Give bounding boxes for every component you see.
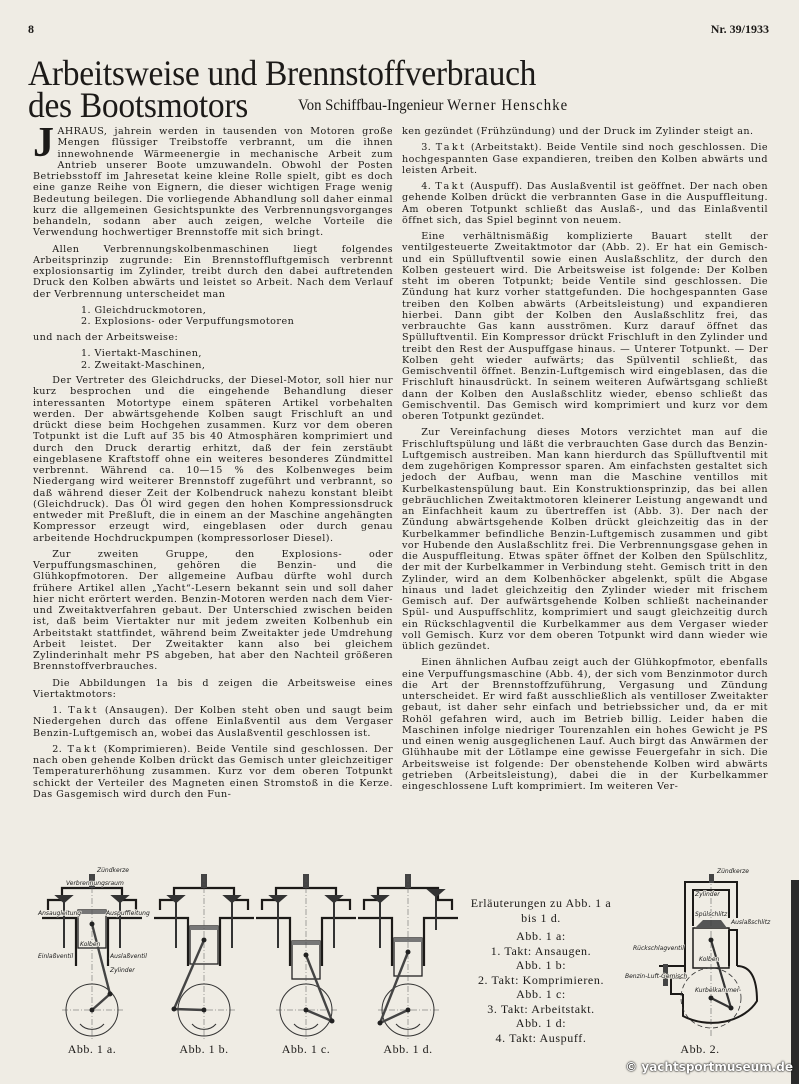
paragraph: und nach der Arbeitsweise: — [33, 331, 179, 343]
label: Auspuffleitung — [106, 910, 150, 917]
label: Verbrennungsraum — [66, 880, 124, 887]
paragraph: Der Vertreter des Gleichdrucks, der Diesel-Motor, soll hier nur kurz besprochen und die eingehende Behandlung dieser interessanten Motortype einem späteren Artikel vorbehalten werden. Der abwärtsgehende Kolben saugt Frischluft an und drückt diese beim Hochgehen zusammen. Kurz vor dem oberen Totpunkt ist die Luft auf 35 bis 40 Atmosphären komprimiert und durch den Druck derartig erhitzt, daß der fein zerstäubt eingeblasene Kraftstoff ohne ein weiteres besonderes Zündmittel verbrennt. Während ca. 10—15 % des Kolbenweges beim Niedergang wird weiterer Brennstoff zugeführt und verbrannt, so daß während dieser Zeit der Kolbendruck nahezu konstant bleibt (Gleichdruck). Das Öl wird gegen den hohen Kompressionsdruck entweder mit Preßluft, die in einem an der Maschine angehängten Kompressor erzeugt wird, eingeblasen oder durch genau arbeitende Hochdruckpumpen (kompressorloser Diesel). — [33, 375, 393, 544]
label: Rückschlagventil — [633, 945, 684, 952]
legend-text: 2. Takt: Komprimieren. — [477, 972, 605, 987]
legend-heading: Erläuterungen zu Abb. 1 a bis 1 d. — [470, 896, 612, 925]
engine-schematic — [256, 874, 356, 1041]
title-line-2: des Bootsmotors — [28, 85, 248, 125]
working-method-list — [33, 348, 393, 371]
legend-text: 3. Takt: Arbeitstakt. — [487, 1001, 595, 1016]
legend-figure: Abb. 1 d: — [515, 1016, 567, 1030]
label: Zündkerze — [97, 867, 129, 874]
figure-1d — [356, 866, 460, 1066]
paragraph-text: (Ansaugen). Der Kolben steht oben und saugt beim Niedergehen durch das offene Einlaßventil aus dem Vergaser Benzin-Luftgemisch an, wobei das Auslaßventil geschlossen ist. — [33, 705, 394, 739]
legend-text: 1. Takt: Ansaugen. — [490, 943, 592, 958]
label: Zündkerze — [717, 868, 749, 875]
label: Einlaßventil — [38, 953, 74, 960]
paragraph: Die Abbildungen 1a bis d zeigen die Arbeitsweise eines Viertaktmotors: — [33, 677, 393, 700]
engine-schematic — [154, 874, 254, 1041]
legend-figure: Abb. 1 a: — [516, 929, 566, 943]
figure-1a — [38, 866, 150, 1066]
legend-text: 4. Takt: Auspuff. — [495, 1030, 587, 1045]
figure-caption: Abb. 1 b. — [179, 1042, 229, 1056]
paragraph-text: (Arbeitstakt). Beide Ventile sind noch geschlossen. Die hochgespannten Gase expandieren, treiben den Kolben abwärts und leisten Arbeit. — [402, 142, 768, 176]
figure-caption: Abb. 1 d. — [383, 1042, 433, 1056]
legend-figure: Abb. 1 c: — [516, 987, 566, 1001]
engine-diagram — [356, 866, 460, 1041]
byline — [298, 97, 568, 115]
label: Kolben — [699, 956, 720, 963]
stroke-number: 4. — [421, 181, 432, 192]
stroke-number: 1. — [52, 705, 63, 716]
stroke-1-paragraph — [33, 705, 393, 739]
paragraph: Zur Vereinfachung dieses Motors verzichtet man auf die Frischluftspülung und läßt die verbrauchten Gase durch das Benzin-Luftgemisch austreiben. Man kann hierdurch das Spülluftventil mit dem zugehörigen Kompressor sparen. Am einfachsten gestaltet sich jedoch der Aufbau, wenn man die Maschine ventillos mit Kurbelkastenspülung baut. Ein Konstruktionsprinzip, das bei allen gebräuchlichen Zweitaktmotoren kleinerer Leistung angewandt und an Einfachheit kaum zu übertreffen ist (Abb. 3). Der nach der Zündung abwärtsgehende Kolben drückt gleichzeitig das in der Kurbelkammer befindliche Benzin-Luftgemisch zusammen und gibt vor Hubende den Auslaßschlitz frei. Die Verbrennungsgase gehen in die Auspuffleitung. Etwas später öffnet der Kolben den Spülschlitz, der mit der Kurbelkammer in Verbindung steht. Gemisch tritt in den Zylinder, wird an dem Kolbenhöcker abgelenkt, spült die Abgase hinaus und ladet gleichzeitig den Zylinder wieder mit frischem Gemisch auf. Der aufwärtsgehende Kolben schließt nacheinander Spül- und Auspuffschlitz, komprimiert und saugt gleichzeitig durch ein Rückschlagventil die Kurbelkammer aus dem Vergaser wieder voll Gemisch. Kurz vor dem oberen Totpunkt wird dann wieder wie üblich gezündet. — [402, 427, 768, 652]
scan-edge — [791, 880, 799, 1084]
stroke-4-paragraph — [402, 181, 768, 226]
paragraph-text: (Auspuff). Das Auslaßventil ist geöffnet. Der nach oben gehende Kolben drückt die verbrannten Gase in die Auspuffleitung. Am oberen Totpunkt schließt das Auslaß-, und das Einlaßventil öffnet sich, das Spiel beginnt von neuem. — [402, 181, 769, 226]
paragraph: Zur zweiten Gruppe, den Explosions- oder Verpuffungsmaschinen, gehören die Benzin- und die Glühkopfmotoren. Der allgemeine Aufbau dürfte wohl durch frühere Artikel allen „Yacht“-Lesern bekannt sein und soll daher hier nicht erörtert werden. Benzin-Motoren werden nach dem Vier- und Zweitaktverfahren gebaut. Der Unterschied zwischen beiden ist, daß beim Viertakter nur mit jedem zweiten Kolbenhub ein Arbeitstakt stattfindet, während beim Zweitakter jede Umdrehung Arbeit leistet. Der Zweitakter kann also bei gleichem Zylinderinhalt mehr PS abgeben, hat aber den Nachteil größeren Brennstoffverbrauches. — [33, 548, 393, 673]
author-name: Werner Henschke — [447, 97, 569, 114]
paragraph: ken gezündet (Frühzündung) und der Druck im Zylinder steigt an. — [402, 126, 754, 137]
figure-1b — [152, 866, 256, 1066]
stroke-number: 3. — [421, 142, 432, 154]
engine-schematic — [358, 874, 458, 1041]
label: Zylinder — [695, 891, 720, 898]
figure-legend — [466, 896, 616, 1045]
watermark: © yachtsportmuseum.de — [625, 1060, 793, 1074]
figure-caption: Abb. 2. — [680, 1042, 720, 1056]
intro-paragraph — [33, 120, 393, 239]
label: Benzin-Luft-Gemisch — [625, 973, 688, 980]
label: Zylinder — [110, 967, 135, 974]
stroke-word: Takt — [68, 705, 99, 716]
figure-1c — [254, 866, 358, 1066]
right-column — [402, 126, 768, 797]
stroke-word: Takt — [435, 142, 467, 154]
figure-caption: Abb. 1 a. — [67, 1042, 117, 1056]
label: Kolben — [80, 941, 101, 948]
engine-diagram — [152, 866, 256, 1041]
page-number: 8 — [28, 22, 34, 36]
drop-cap: J — [33, 120, 55, 166]
four-stroke-figures — [40, 866, 460, 1066]
paragraph: Einen ähnlichen Aufbau zeigt auch der Glühkopfmotor, ebenfalls eine Verpuffungsmaschine (Abb. 4), der sich vom Benzinmotor durch die Art der Brennstoffzuführung, Vergasung und Zündung unterscheidet. Er wird faßt ausschließlich als ventilloser Zweitakter gebaut, ist daher sehr einfach und betriebssicher und, da er mit Rohöl gefahren wird, auch im Betrieb billig. Leider haben die Maschinen infolge niedriger Tourenzahlen ein hohes Gewicht je PS und einen wenig ausgeglichenen Lauf. Auch birgt das Anwärmen der Glühhaube mit der Lötlampe eine gewisse Feuergefahr in sich. Die Arbeitsweise ist folgende: Der obenstehende Kolben wird abwärts getrieben (Arbeitsleistung), dabei die in der Kurbelkammer eingeschlossene Luft komprimiert. Im weiteren Ver- — [402, 657, 768, 792]
title-line-1: Arbeitsweise und Brennstoffverbrauch — [28, 53, 537, 93]
stroke-2-paragraph — [33, 744, 393, 800]
label: Auslaßschlitz — [731, 919, 771, 926]
two-stroke-engine-diagram — [625, 866, 775, 1041]
label: Auslaßventil — [110, 953, 147, 960]
paragraph: Allen Verbrennungskolbenmaschinen liegt folgendes Arbeitsprinzip zugrunde: Ein Brennstoffluftgemisch verbrennt explosionsartig im Zylinder, treibt durch den dabei auftretenden Druck den Kolben abwärts und leistet so Arbeit. Nach dem Verlauf der Verbrennung unterscheidet man — [33, 243, 393, 300]
issue-number: Nr. 39/1933 — [710, 22, 769, 36]
byline-prefix: Von Schiffbau-Ingenieur — [298, 97, 444, 114]
list-item: 1. Viertakt-Maschinen, — [81, 348, 202, 359]
combustion-type-list — [33, 305, 393, 328]
engine-diagram — [38, 866, 150, 1041]
stroke-3-paragraph — [402, 142, 768, 176]
label: Ansaugleitung — [38, 910, 82, 917]
left-column — [33, 120, 394, 805]
paragraph-text: (Komprimieren). Beide Ventile sind geschlossen. Der nach oben gehende Kolben drückt das Gemisch unter gleichzeitiger Temperaturerhöhung zusammen. Kurz vor dem oberen Totpunkt schickt der Verteiler des Magneten einen Stromstoß in die Kerze. Das Gasgemisch wird durch den Fun- — [33, 743, 394, 800]
engine-diagram — [254, 866, 358, 1041]
legend-figure: Abb. 1 b: — [515, 958, 567, 972]
label: Spülschlitz — [695, 911, 728, 918]
list-item: 2. Zweitakt-Maschinen, — [81, 359, 206, 371]
label: Kurbelkammer — [695, 987, 740, 994]
paragraph-text: AHRAUS, jahrein werden in tausenden von Motoren große Mengen flüssiger Treibstoffe verbrannt, um die ihnen innewohnende Wärmeenergie in mechanische Arbeit zum Antrieb unserer Boote umzuwandeln. Obwohl der Posten Betriebsstoff im Jahresetat keine kleine Rolle spielt, gibt es doch eine ganze Reihe von Eignern, die dieser wichtigen Frage wenig Bedeutung beilegen. Die vorliegende Abhandlung soll daher einmal kurz die allgemeinen Gesichtspunkte des Verbrennungsvorganges behandeln, sodann aber auch zeigen, welche Vorteile die Verwendung hochwertiger Brennstoffe mit sich bringt. — [33, 126, 393, 239]
figure-2 — [625, 866, 775, 1066]
figure-caption: Abb. 1 c. — [281, 1042, 331, 1056]
list-item: 2. Explosions- oder Verpuffungsmotoren — [81, 316, 295, 328]
paragraph: Eine verhältnismäßig komplizierte Bauart stellt der ventilgesteuerte Zweitaktmotor dar (Abb. 2). Er hat ein Gemisch- und ein Spülluftventil sowie einen Auslaßschlitz, der durch den Kolben gesteuert wird. Die Arbeitsweise ist folgende: Der Kolben steht im oberen Totpunkt; beide Ventile sind geschlossen. Die Zündung hat kurz vorher stattgefunden. Die hochgespannten Gase treiben den Kolben abwärts (Arbeitsleistung) und expandieren hierbei. Dann gibt der Kolben den Auslaßschlitz frei, das verbrauchte Gas kann ausströmen. Kurz darauf öffnet das Spülluftventil. Ein Kompressor drückt Frischluft in den Zylinder und treibt den Rest der Auspuffgase hinaus. — Unterer Totpunkt. — Der Kolben geht wieder aufwärts; das Spülventil schließt, das Gemischventil öffnet. Benzin-Luftgemisch wird eingeblasen, das die Frischluft hinausdrückt. In seinem weiteren Aufwärtsgang schließt dann der Kolben den Auslaßschlitz wieder, ebenso schließt das Gemischventil. Das Gemisch wird komprimiert und kurz vor dem oberen Totpunkt gezündet. — [402, 231, 768, 422]
list-item: 1. Gleichdruckmotoren, — [81, 304, 207, 316]
stroke-number: 2. — [52, 743, 63, 755]
stroke-word: Takt — [435, 181, 467, 192]
stroke-word: Takt — [67, 743, 99, 755]
